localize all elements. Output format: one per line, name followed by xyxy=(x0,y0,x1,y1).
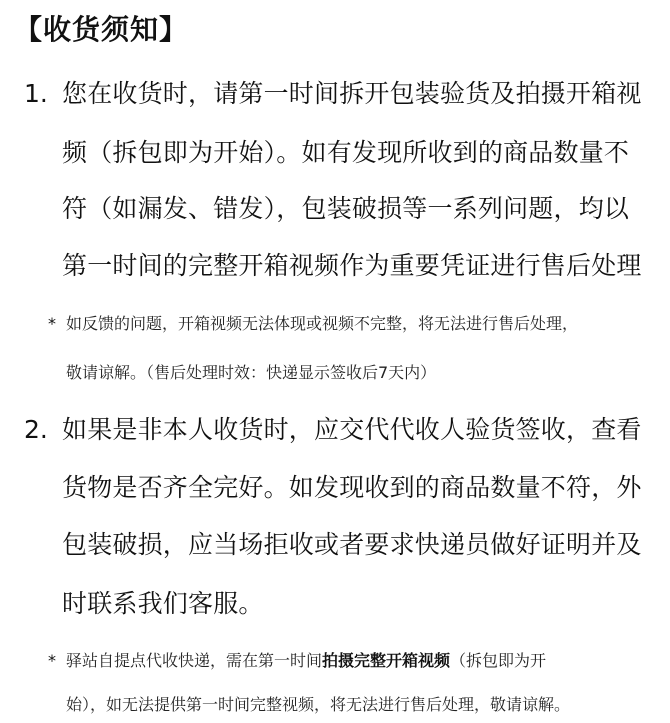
item-1-line-2: 频（拆包即为开始）。如有发现所收到的商品数量不 xyxy=(62,138,630,167)
item-2-number: 2. xyxy=(24,415,48,444)
item-2-note-line-1 xyxy=(66,649,546,673)
item-2-note-star: * xyxy=(48,651,56,670)
item-2-note-text-before: 驿站自提点代收快递，需在第一时间 xyxy=(66,651,323,670)
page-title: 【收货须知】 xyxy=(14,13,189,46)
item-1-note-line-1: 如反馈的问题，开箱视频无法体现或视频不完整，将无法进行售后处理， xyxy=(66,314,579,333)
item-2-note-line-2: 始），如无法提供第一时间完整视频，将无法进行售后处理，敬请谅解。 xyxy=(66,695,571,714)
item-2-line-2: 货物是否齐全完好。如发现收到的商品数量不符，外 xyxy=(62,473,642,502)
item-1-line-3: 符（如漏发、错发），包装破损等一系列问题，均以 xyxy=(62,194,630,223)
item-2-note-emphasis: 拍摄完整开箱视频 xyxy=(322,651,451,670)
item-1-note-star: * xyxy=(48,314,56,333)
item-2-note-text-after: （拆包即为开 xyxy=(450,651,547,670)
item-2-line-3: 包装破损，应当场拒收或者要求快递员做好证明并及 xyxy=(62,530,642,559)
item-1-note-line-2: 敬请谅解。（售后处理时效：快递显示签收后7天内） xyxy=(66,363,437,382)
item-1-number: 1. xyxy=(24,79,48,108)
item-1-line-4: 第一时间的完整开箱视频作为重要凭证进行售后处理 xyxy=(62,251,642,280)
item-2-line-4: 时联系我们客服。 xyxy=(62,589,264,618)
item-2-line-1: 如果是非本人收货时，应交代代收人验货签收，查看 xyxy=(62,415,642,444)
item-1-line-1: 您在收货时，请第一时间拆开包装验货及拍摄开箱视 xyxy=(62,79,642,108)
